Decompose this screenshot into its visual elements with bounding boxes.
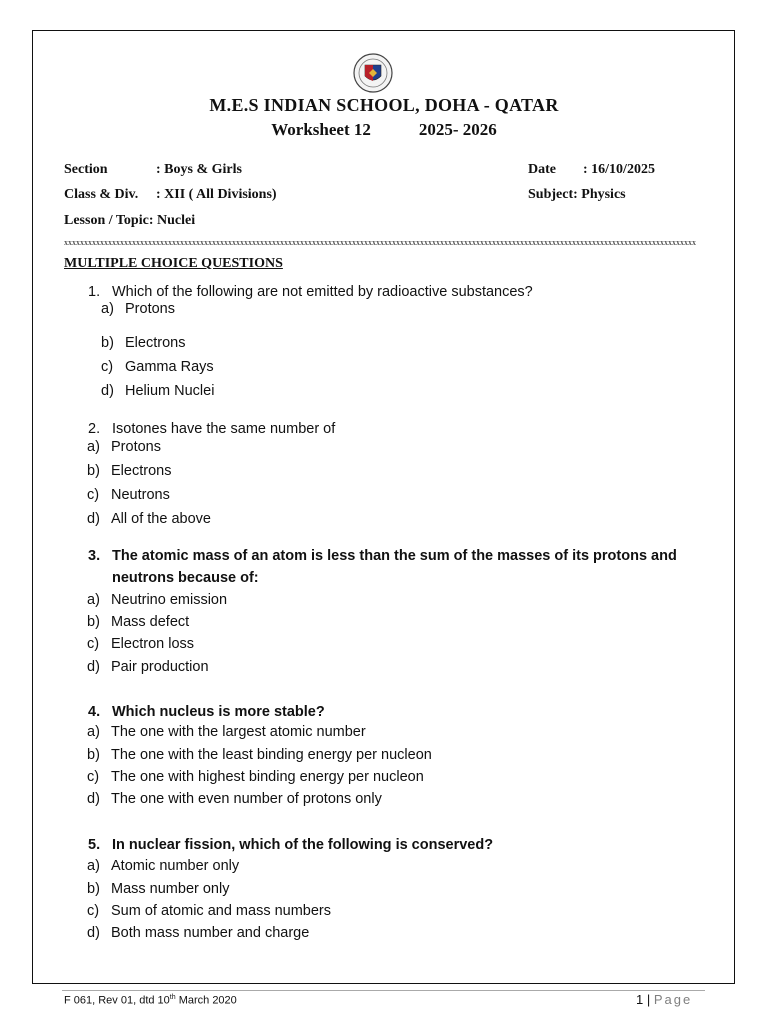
lesson-topic: Lesson / Topic: Nuclei [64, 213, 196, 228]
date-label: Date [528, 162, 556, 177]
school-crest-icon [352, 52, 394, 94]
date-value: : 16/10/2025 [583, 162, 655, 177]
school-name: M.E.S INDIAN SCHOOL, DOHA - QATAR [209, 95, 559, 115]
question-4 [88, 701, 708, 723]
class-value: : XII ( All Divisions) [156, 187, 277, 202]
question-text: Isotones have the same number of [112, 421, 336, 437]
page-number: 1 | Page [636, 992, 693, 1007]
form-code: F 061, Rev 01, dtd 10th March 2020 [64, 994, 237, 1007]
question-text: Which of the following are not emitted by radioactive substances? [112, 284, 533, 300]
question-5 [88, 834, 708, 856]
academic-year: 2025- 2026 [418, 120, 497, 139]
section-label: Section [64, 162, 108, 177]
footer-divider [62, 990, 705, 991]
question-text: In nuclear fission, which of the following is conserved? [112, 837, 494, 853]
question-text-line-2: neutrons because of: [112, 570, 259, 586]
question-number: 2. [88, 421, 101, 437]
question-text: Which nucleus is more stable? [112, 704, 325, 720]
question-number: 4. [88, 704, 101, 720]
separator-line: xxxxxxxxxxxxxxxxxxxxxxxxxxxxxxxxxxxxxxxxxxxxxxxxxxxxxxxxxxxxxxxxxxxxxxxxxxxxxxxxxxxxxxxxxxxxxxxxxxxxxxxxxxxxxxxxxxxxxxxxxxxxxxxxxxxxxxxxxxxxxxxxxxxxxxxxxxxxxx [64, 238, 696, 247]
question-text-line-1: The atomic mass of an atom is less than the sum of the masses of its protons and [112, 548, 677, 564]
question-number: 1. [88, 284, 101, 300]
question-2 [88, 418, 708, 440]
subject-label: Subject: Physics [528, 187, 626, 202]
question-number: 3. [88, 548, 101, 564]
mcq-heading: MULTIPLE CHOICE QUESTIONS [64, 256, 283, 271]
class-label: Class & Div. [64, 187, 139, 202]
question-number: 5. [88, 837, 101, 853]
section-value: : Boys & Girls [156, 162, 242, 177]
worksheet-title [0, 120, 768, 140]
worksheet-number: Worksheet 12 [271, 120, 371, 139]
question-1 [88, 281, 708, 303]
question-3 [88, 545, 708, 589]
